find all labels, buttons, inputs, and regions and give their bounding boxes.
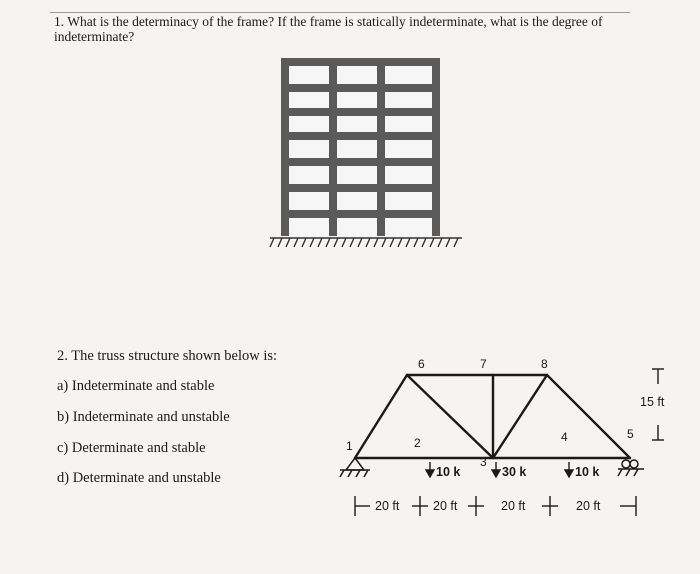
option-d: d) Determinate and unstable — [57, 470, 221, 486]
span-label-3: 20 ft — [501, 499, 526, 513]
load-label-2: 30 k — [502, 465, 527, 479]
load-label-1: 10 k — [436, 465, 461, 479]
roller-support-right — [618, 460, 644, 476]
pin-support-left — [340, 458, 370, 477]
option-c: c) Determinate and stable — [57, 440, 206, 456]
joint-label-2: 2 — [414, 436, 421, 450]
joint-label-1: 1 — [346, 439, 353, 453]
joint-label-5: 5 — [627, 427, 634, 441]
question-2-prompt: 2. The truss structure shown below is: — [57, 348, 278, 364]
joint-label-7: 7 — [480, 357, 487, 371]
option-a: a) Indeterminate and stable — [57, 378, 215, 394]
span-label-4: 20 ft — [576, 499, 601, 513]
option-b: b) Indeterminate and unstable — [57, 409, 230, 425]
joint-label-4: 4 — [561, 430, 568, 444]
joint-label-8: 8 — [541, 357, 548, 371]
joint-label-6: 6 — [418, 357, 425, 371]
joint-label-3: 3 — [480, 455, 487, 469]
load-label-3: 10 k — [575, 465, 600, 479]
span-label-2: 20 ft — [433, 499, 458, 513]
truss-members — [355, 375, 630, 458]
height-label: 15 ft — [640, 395, 665, 409]
span-label-1: 20 ft — [375, 499, 400, 513]
question-1-text: 1. What is the determinacy of the frame? If the frame is statically indeterminate, what is the degree of indeterminate? — [54, 14, 603, 44]
